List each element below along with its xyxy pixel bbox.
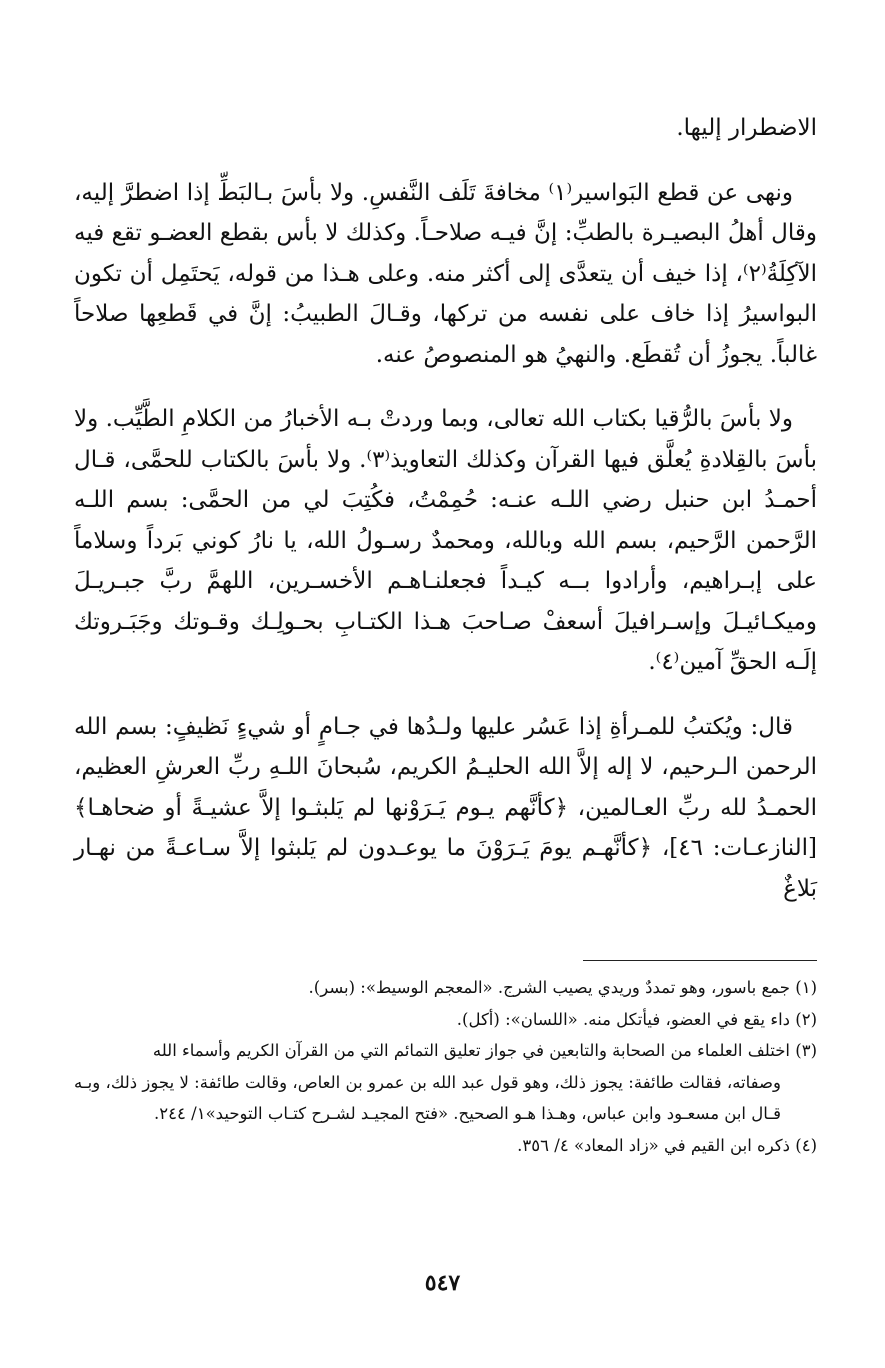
footnote-separator	[583, 960, 817, 961]
paragraph-2: ونهى عن قطع البَواسير⁽١⁾ مخافةَ تَلَف النَّفسِ. ولا بأسَ بـالبَطِّ إذا اضطرَّ إليه، وقال أهلُ البصيـرة بالطبِّ: إنَّ فيـه صلاحـاً. وكذلك لا بأس بقطع العضـو تقع فيه الآكِلَةُ⁽٢⁾، إذا خيف أن يتعدَّى إلى أكثر منه. وعلى هـذا من قوله، يَحتَمِل أن تكون البواسيرُ إذا خاف على نفسه من تركها، وقـالَ الطبيبُ: إنَّ في قَطعِها صلاحاً غالباً. يجوزُ أن تُقطَع. والنهيُ هو المنصوصُ عنه.	[74, 179, 817, 368]
paragraph-3: ولا بأسَ بالرُّقيا بكتاب الله تعالى، وبما وردتْ بـه الأخبارُ من الكلامِ الطَّيِّب. ولا بأسَ بالقِلادةِ يُعلَّق فيها القرآن وكذلك التعاويذ⁽٣⁾. ولا بأسَ بالكتاب للحمَّى، قـال أحمـدُ ابن حنبل رضي اللـه عنـه: حُمِمْتُ، فكُتِبَ لي من الحمَّى: بسم اللـه الرَّحمن الرَّحيم، بسم الله وبالله، ومحمدٌ رسـولُ الله، يا نارُ كوني بَرداً وسلاماً على إبـراهيم، وأرادوا بــه كيـداً فجعلنـاهـم الأخسـرين، اللهمَّ ربَّ جبـريـلَ وميكـائيـلَ وإسـرافيلَ أسعفْ صـاحبَ هـذا الكتـابِ بحـولِـك وقـوتك وجَبَـروتك إلَـه الحقِّ آمين⁽٤⁾.	[74, 406, 817, 675]
paragraph-1: الاضطرار إليها.	[676, 115, 817, 141]
footnote-3: (٣) اختلف العلماء من الصحابة والتابعين في جواز تعليق التمائم التي من القرآن الكريم وأسماء الله	[152, 1041, 817, 1060]
footnotes	[74, 972, 817, 1161]
footnote-1: (١) جمع باسور، وهو تمددٌ وريدي يصيب الشرج. «المعجم الوسيط»: (بسر).	[308, 978, 817, 997]
footnote-4: (٤) ذكره ابن القيم في «زاد المعاد» ٤/ ٣٥٦.	[517, 1135, 817, 1155]
footnote-3-continued: وصفاته، فقالت طائفة: يجوز ذلك، وهو قول عبد الله بن عمرو بن العاص، وقالت طائفة: لا يجوز ذلك، وبـه قـال ابن مسعـود وابن عباس، وهـذا هـو الصحيح. «فتح المجيـد لشـرح كتـاب التوحيد»١/ ٢٤٤.	[74, 1072, 781, 1123]
footnote-2: (٢) داء يقع في العضو، فيأتكل منه. «اللسان»: (أكل).	[456, 1009, 817, 1029]
page-number: ٥٤٧	[424, 1270, 461, 1296]
paragraph-4: قال: ويُكتبُ للمـرأةِ إذا عَسُر عليها ولـدُها في جـامٍ أو شيءٍ نَظيفٍ: بسم الله الرحمن الـرحيم، لا إله إلاَّ الله الحليـمُ الكريم، سُبحانَ اللـهِ ربِّ العرشِ العظيم، الحمـدُ لله ربِّ العـالمين، ﴿كأنَّهم يـوم يَـرَوْنها لم يَلبثـوا إلاَّ عشيـةً أو ضحاهـا﴾ [النازعـات: ٤٦]، ﴿كأنَّهـم يومَ يَـرَوْنَ ما يوعـدون لم يَلبثوا إلاَّ سـاعـةً من نهـار بَلاغٌ	[74, 713, 818, 902]
main-text	[74, 108, 817, 909]
